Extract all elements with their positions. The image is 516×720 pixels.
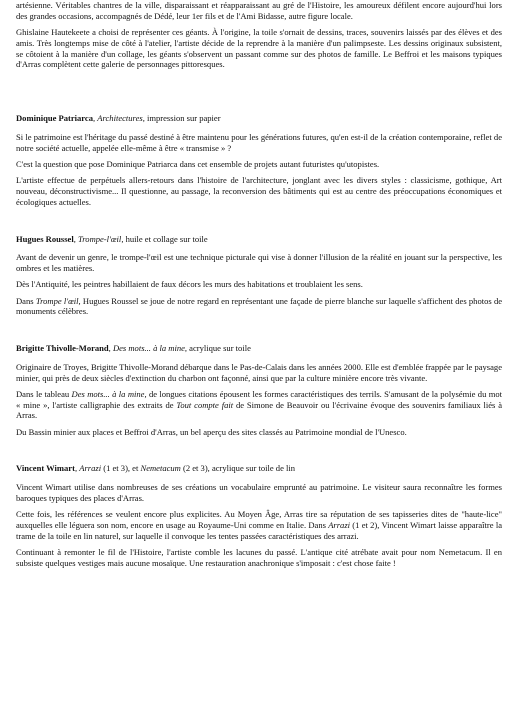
artwork-medium: , acrylique sur toile xyxy=(184,343,251,354)
section-paragraph: Avant de devenir un genre, le trompe-l'œil est une technique picturale qui vise à donner l'illusion de la réalité en jouant sur la perspective, les ombres et les matières. xyxy=(16,252,502,274)
artist-name: Brigitte Thivolle-Morand xyxy=(16,343,109,354)
artwork-medium: , impression sur papier xyxy=(142,113,221,124)
section-paragraph: Originaire de Troyes, Brigitte Thivolle-Morand débarque dans le Pas-de-Calais dans les années 2000. Elle est d'emblée frappée par le paysage minier, qui près de deux siècles d'extinction du charbon ont façonné, ainsi que par la culture minière encore très vivante. xyxy=(16,361,502,383)
artwork-title: Arrazi xyxy=(79,463,102,474)
section-paragraph: Vincent Wimart utilise dans nombreuses de ses créations un vocabulaire emprunté au patrimoine. Le visiteur saura reconnaître les formes baroques typiques des places d'Arras. xyxy=(16,482,502,504)
artwork-title-2: Nemetacum xyxy=(140,463,181,474)
section-heading-wimart: Vincent Wimart, Arrazi (1 et 3), et Nemetacum (2 et 3), acrylique sur toile de lin xyxy=(16,463,296,474)
artwork-title: Des mots... à la mine xyxy=(112,343,185,354)
section-paragraph: L'artiste effectue de perpétuels allers-retours dans l'histoire de l'architecture, jonglant avec les divers styles : classicisme, gothique, Art nouveau, déconstructivisme... Il questionne, au passage, la reconversion des bâtiments qui est au centre des préoccupations économiques et écologiques actuelles. xyxy=(16,175,502,207)
section-paragraph: C'est la question que pose Dominique Patriarca dans cet ensemble de projets autant futuristes qu'utopistes. xyxy=(16,158,380,169)
section-paragraph: Dans le tableau Des mots... à la mine, de longues citations épousent les formes caractéristiques des terrils. S'amusant de la polysémie du mot « mine », l'artiste calligraphie des extraits de Tout compte fait de Simone de Beauvoir ou l'écrivaine évoque des souvenirs familiaux liés à Arras. xyxy=(16,388,503,421)
section-heading-roussel: Hugues Roussel, Trompe-l'œil, huile et collage sur toile xyxy=(16,233,208,244)
section-paragraph: Continuant à remonter le fil de l'Histoire, l'artiste comble les lacunes du passé. L'antique cité atrébate avait pour nom Nemetacum. Il en subsiste quelques vestiges mais aucune mosaïque. Une restauration anachronique s'imposait : c'est chose faite ! xyxy=(16,547,502,568)
artwork-title: Architectures xyxy=(97,113,143,124)
artist-name: Dominique Patriarca xyxy=(16,113,93,124)
section-paragraph: Cette fois, les références se veulent encore plus explicites. Au Moyen Âge, Arras tire sa réputation de ses tapisseries dites de "haute-lice" auxquelles elle léguera son nom, encore en usage au Royaume-Uni comme en Italie. Dans Arrazi (1 et 2), Vincent Wimart laisse apparaître la trame de la toile en lin naturel, sur laquelle il convoque les tentes passées caractéristiques des arrazi. xyxy=(16,509,502,541)
artist-name: Hugues Roussel xyxy=(16,233,74,244)
intro-paragraph-2: Ghislaine Hautekeete a choisi de représenter ces géants. À l'origine, la toile s'ornait de dessins, traces, souvenirs laissés par des élèves et des amis. Très longtemps mise de côté à l'atelier, l'artiste décide de la reprendre à la manière d'un palimpseste. Les dessins originaux subsistent, se côtoient à la manière d'un collage, les géants s'observent un passant comme sur des photos de famille. Le Beffroi et les maisons typiques d'Arras complètent cette galerie de personnages pittoresques. xyxy=(16,26,502,70)
artist-name: Vincent Wimart xyxy=(16,463,75,474)
artwork-medium: (2 et 3), acrylique sur toile de lin xyxy=(180,463,296,474)
section-paragraph: Dès l'Antiquité, les peintres habillaient de faux décors les murs des habitations et troublaient les sens. xyxy=(16,279,363,290)
section-heading-thivolle-morand: Brigitte Thivolle-Morand, Des mots... à la mine, acrylique sur toile xyxy=(16,343,251,354)
section-paragraph: Si le patrimoine est l'héritage du passé destiné à être maintenu pour les générations futures, qu'en est-il de la création contemporaine, reflet de notre société actuelle, appelée elle-même à être « transmise » ? xyxy=(16,131,502,153)
intro-paragraph-1: artésienne. Véritables chantres de la ville, disparaissant et réapparaissant au gré de l'Histoire, les amoureux défilent encore aujourd'hui lors des grandes occasions, accompagnés de Dédé, leur 1er fils et de l'Ami Bidasse, autre figure locale. xyxy=(16,0,502,21)
section-paragraph: Dans Trompe l'œil, Hugues Roussel se joue de notre regard en représentant une façade de pierre blanche sur laquelle s'affichent des photos de monuments célèbres. xyxy=(16,295,503,317)
document-page xyxy=(16,0,502,569)
artwork-title: Trompe-l'œil xyxy=(78,233,122,244)
section-heading-patriarca: Dominique Patriarca, Architectures, impression sur papier xyxy=(16,113,221,124)
artwork-medium: , huile et collage sur toile xyxy=(121,233,208,244)
section-paragraph: Du Bassin minier aux places et Beffroi d'Arras, un bel aperçu des sites classés au Patrimoine mondial de l'Unesco. xyxy=(16,426,407,437)
